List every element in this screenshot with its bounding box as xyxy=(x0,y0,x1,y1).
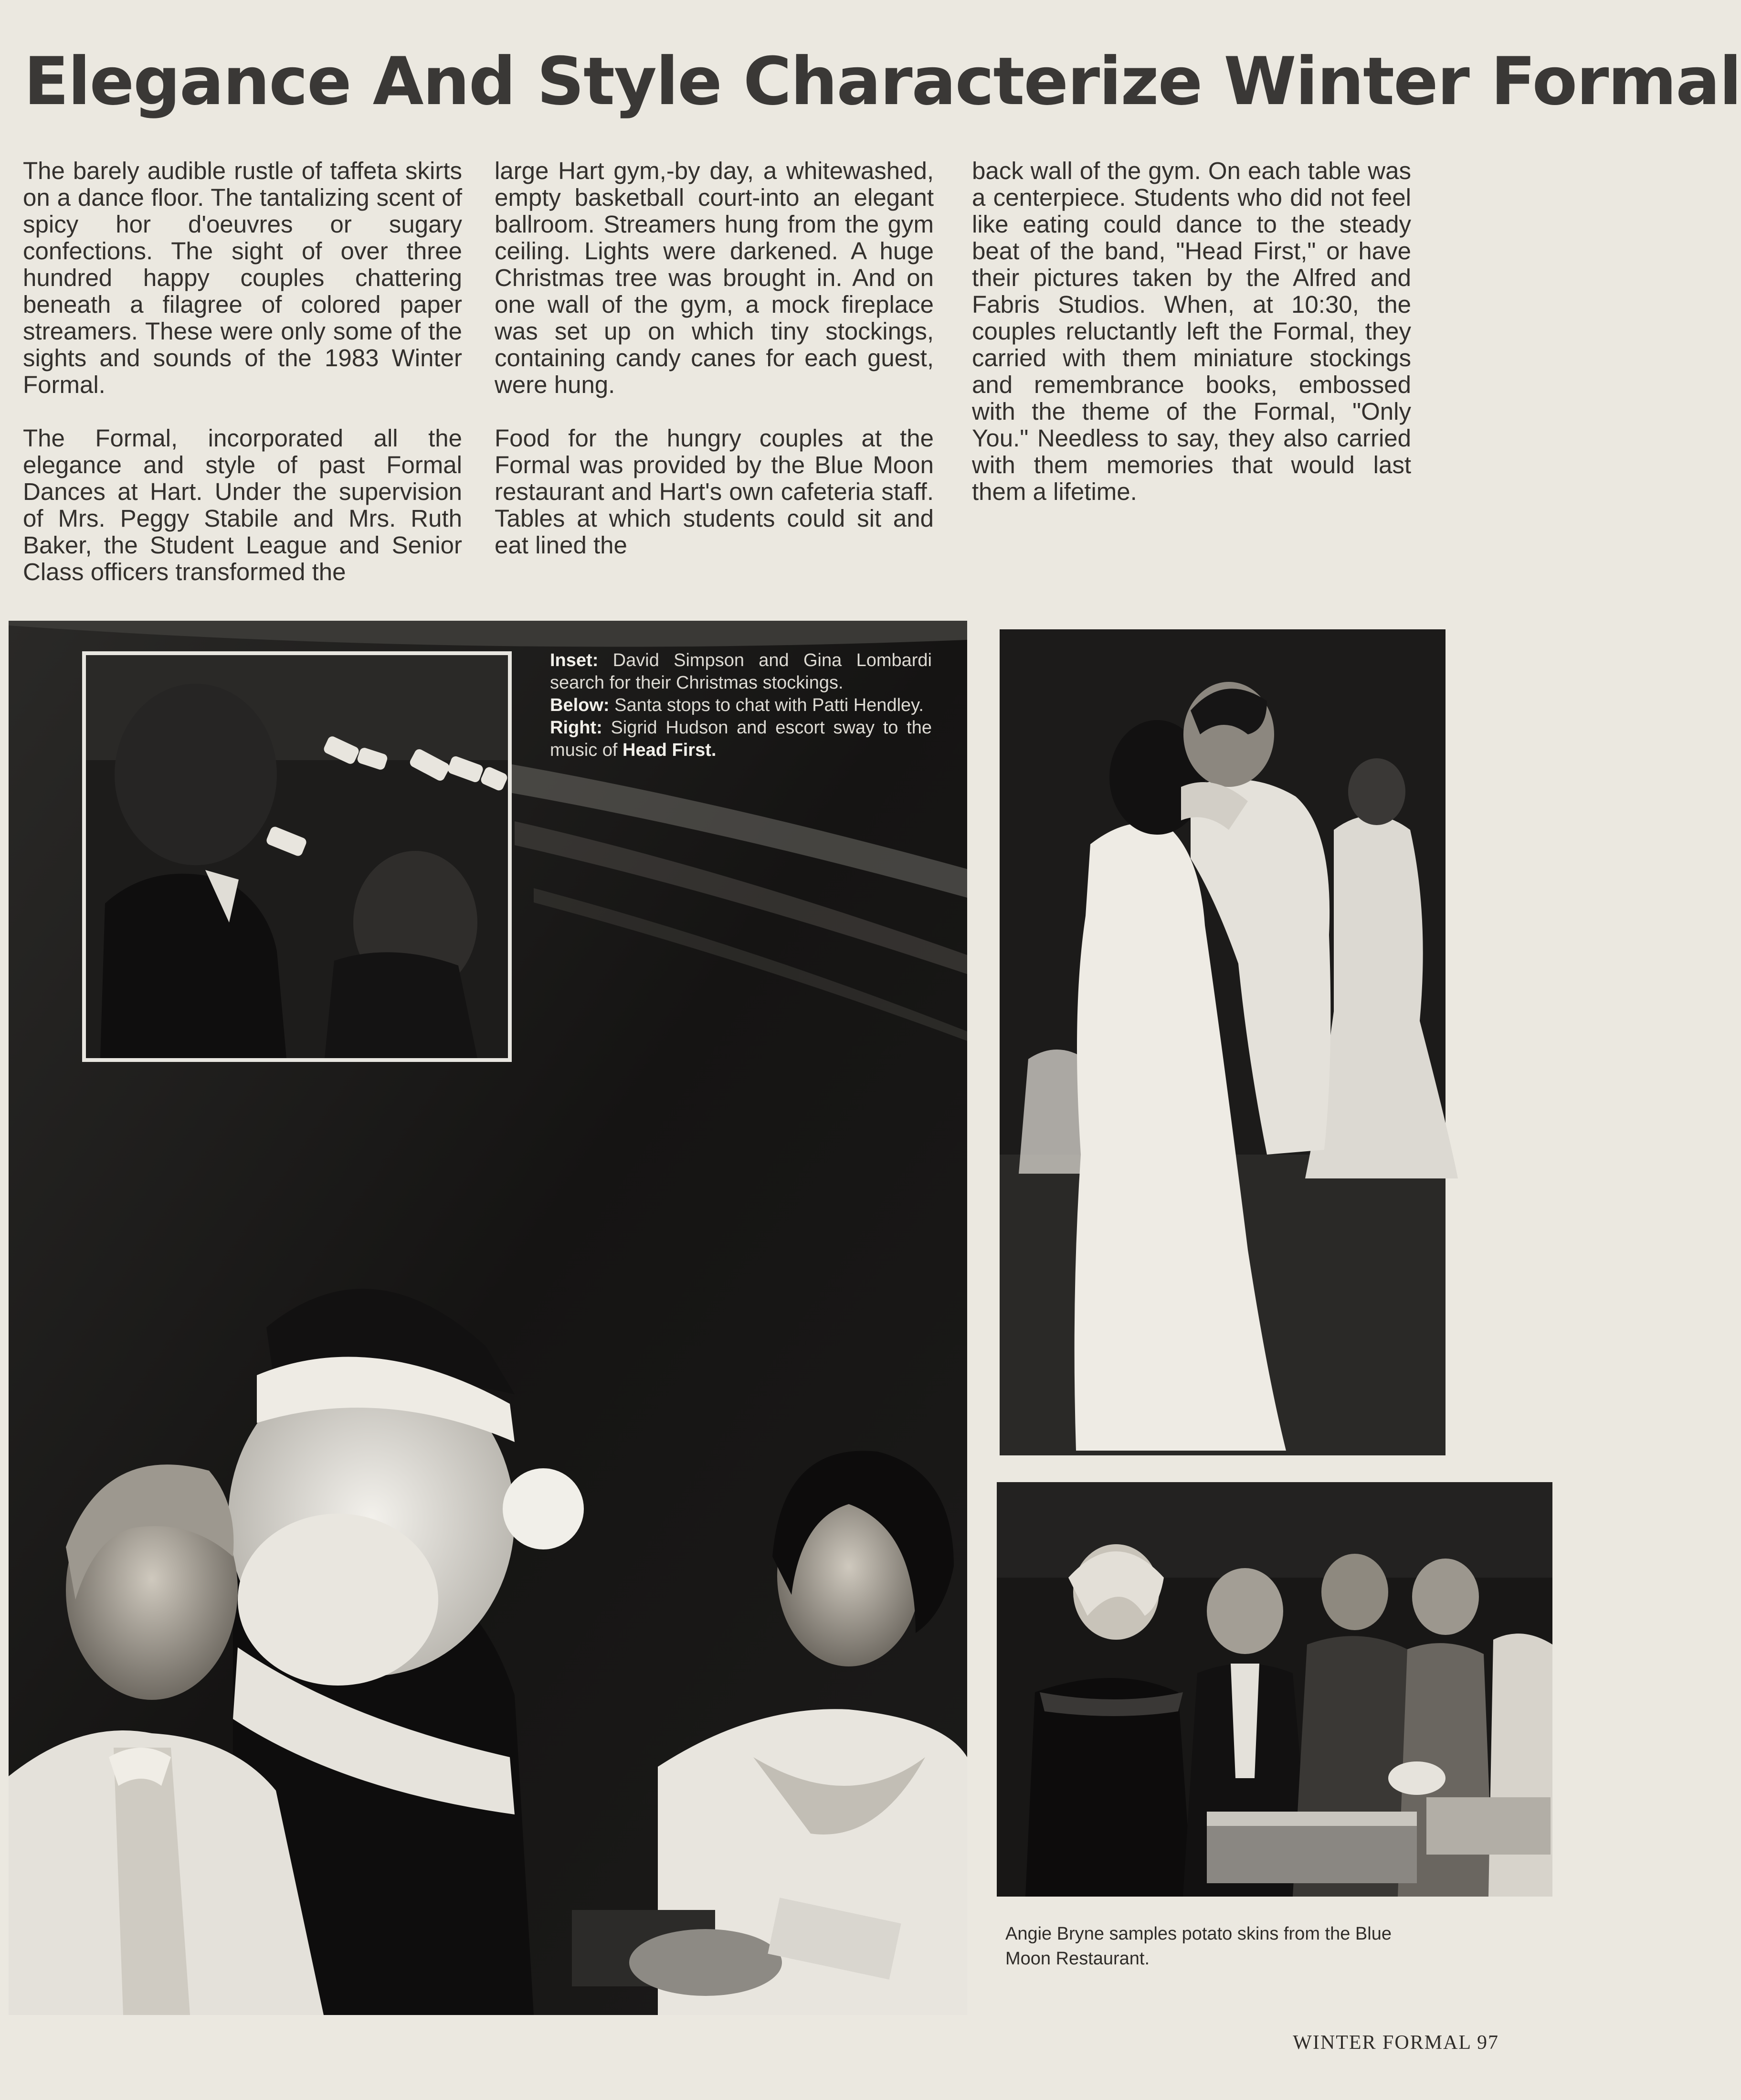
buffet-image xyxy=(997,1482,1552,1897)
inset-photo-image xyxy=(86,655,508,1058)
page-footer: WINTER FORMAL 97 xyxy=(1293,2032,1499,2054)
band-name: Head First. xyxy=(623,740,717,760)
caption-label: Right: xyxy=(550,718,602,738)
headline: Elegance And Style Characterize Winter Formal xyxy=(24,43,1741,120)
article-paragraph: The Formal, incorporated all the elegance and style of past Formal Dances at Hart. Under the supervision of Mrs. Peggy Stabile and Mrs. Ruth Baker, the Student League and Senior Class officers transformed the xyxy=(23,424,462,585)
caption-text: David Simpson and Gina Lombardi search for their Christmas stockings. xyxy=(550,650,932,693)
below-caption xyxy=(550,694,932,717)
article-column-1 xyxy=(23,158,462,612)
photo-captions xyxy=(550,649,932,762)
article-column-3 xyxy=(972,158,1411,532)
article-column-2 xyxy=(495,158,934,585)
dancing-couple-image xyxy=(1000,629,1446,1455)
right-caption xyxy=(550,717,932,762)
buffet-caption: Angie Bryne samples potato skins from the Blue Moon Restaurant. xyxy=(1005,1924,1392,1969)
buffet-photo xyxy=(997,1482,1552,1897)
inset-photo xyxy=(82,651,512,1062)
inset-caption xyxy=(550,649,932,694)
caption-label: Below: xyxy=(550,695,610,715)
caption-text: Sigrid Hudson and escort sway to the music of xyxy=(550,718,932,760)
article-paragraph: The barely audible rustle of taffeta skirts on a dance floor. The tantalizing scent of spicy hor d'oeuvres or sugary confections. The sight of over three hundred happy couples chattering beneath a filagree of colored paper streamers. These were only some of the sights and sounds of the 1983 Winter Formal. xyxy=(23,157,462,398)
article-paragraph: large Hart gym,-by day, a whitewashed, empty basketball court-into an elegant ballroom. Streamers hung from the gym ceiling. Lights were darkened. A huge Christmas tree was brought in. And on one wall of the gym, a mock fireplace was set up on which tiny stockings, containing candy canes for each guest, were hung. xyxy=(495,157,934,398)
dancing-couple-photo xyxy=(1000,629,1446,1455)
article-paragraph: Food for the hungry couples at the Formal was provided by the Blue Moon restaurant and Hart's own cafeteria staff. Tables at which students could sit and eat lined the xyxy=(495,424,934,559)
caption-text: Santa stops to chat with Patti Hendley. xyxy=(614,695,924,715)
article-paragraph: back wall of the gym. On each table was a centerpiece. Students who did not feel like eating could dance to the steady beat of the band, "Head First," or have their pictures taken by the Alfred and Fabris Studios. When, at 10:30, the couples reluctantly left the Formal, they carried with them miniature stockings and remembrance books, embossed with the theme of the Formal, "Only You." Needless to say, they also carried with them memories that would last them a lifetime. xyxy=(972,157,1411,505)
caption-label: Inset: xyxy=(550,650,599,670)
